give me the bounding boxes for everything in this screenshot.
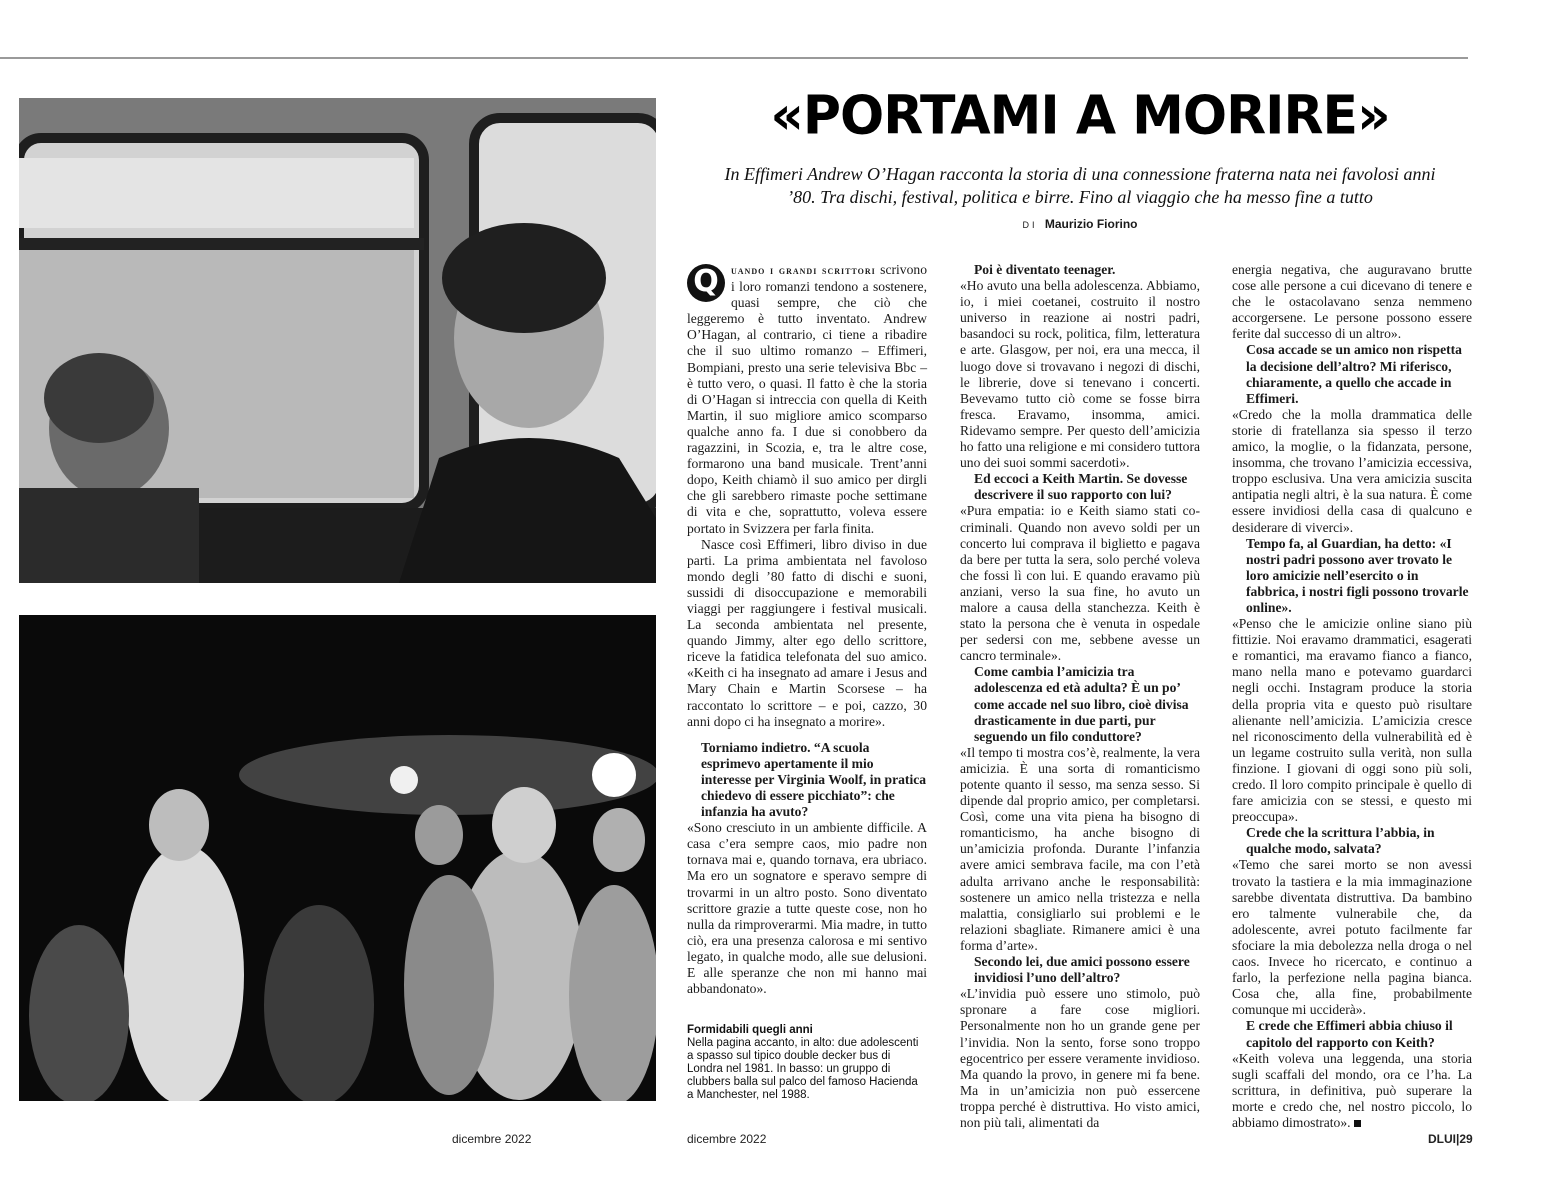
text-column-1 [687, 262, 927, 997]
folio-mid: dicembre 2022 [687, 1132, 767, 1146]
caption-text: Nella pagina accanto, in alto: due adolescenti a spasso sul tipico double decker bus di Londra nel 1981. In basso: un gruppo di clubbers balla sul palco del famoso Hacienda a Manchester, nel 1988. [687, 1037, 919, 1101]
byline-prefix: DI [1022, 220, 1038, 230]
folio-left: dicembre 2022 [452, 1132, 532, 1146]
interview-answer: «Credo che la molla drammatica delle storie di fratellanza sia spesso il terzo amico, la moglie, o la fidanzata, persone, insomma, che trovano l’amicizia eccessiva, troppo esclusiva. Una vera amicizia suscita antipatia negli altri, è la sua natura. È come essere invidiosi della casa di qualcuno e desiderare di viverci». [1232, 406, 1472, 535]
interview-question: Secondo lei, due amici possono essere invidiosi l’uno dell’altro? [974, 954, 1190, 986]
text-column-2 [960, 262, 1200, 1131]
interview-question: Tempo fa, al Guardian, ha detto: «I nostri padri possono aver trovato le loro amicizie nell’esercito o in fabbrica, i nostri figli possono trovarle online». [1246, 535, 1469, 615]
article-headline: «PORTAMI A MORIRE» [770, 85, 1390, 147]
interview-answer: «Temo che sarei morto se non avessi trovato la tastiera e la mia immaginazione sarebbe diventata distruttiva. Da bambino ero talmente vulnerabile che, da adolescente, avrei potuto facilmente far sfociare la mia debolezza nella droga o nel caos. Invece ho ricercato, e continuo a farlo, la perfezione nella pagina bianca. Cosa che, alla fine, probabilmente comunque mi ucciderà». [1232, 857, 1472, 1018]
lead-small-caps: uando i grandi scrittori [731, 265, 876, 277]
interview-question: Crede che la scrittura l’abbia, in qualche modo, salvata? [1246, 825, 1435, 857]
interview-answer: «Il tempo ti mostra cos’è, realmente, la vera amicizia. È una sorta di romanticismo potente quanto il sesso, ma senza sesso. Si dipende dal proprio amico, per completarsi. Così, come una vita piena ha bisogno di romanticismo, ha anche bisogno di un’amicizia profonda. Durante l’infanzia avere amici sembrava facile, ma con l’età adulta arrivano anche le responsabilità: sostenere un amico nella tristezza e nella malattia, consigliarlo sui problemi e le relazioni sbagliate. Rimanere amici è una forma d’arte». [960, 744, 1200, 953]
interview-answer [1232, 1051, 1472, 1131]
paragraph: Nasce così Effimeri, libro diviso in due parti. La prima ambientata nel favoloso mondo degli ’80 fatto di dischi e suoni, sussidi di disoccupazione e memorabili viaggi per raggiungere i festival musicali. La seconda ambientata nel presente, quando Jimmy, alter ego dello scrittore, riceve la fatidica telefonata del suo amico. «Keith ci ha insegnato ad amare i Jesus and Mary Chain e Martin Scorsese – ha raccontato lo scrittore – e poi, cazzo, 30 anni dopo ci ha insegnato a morire». [687, 536, 927, 729]
top-rule [0, 57, 1468, 59]
lead-paragraph [687, 262, 927, 537]
interview-answer: «Penso che le amicizie online siano più fittizie. Noi eravamo drammatici, esagerati e romantici, ma eravamo fianco a fianco, mano nella mano e potevamo guardarci negli occhi. Instagram produce la storia della propria vita e questo può risultare alienante nell’amicizia. L’amicizia cresce nel riconoscimento della vulnerabilità ed è un legame costruito sulla verità, non sulla finzione. I giovani di oggi sono più soli, credo. Il loro compito principale è quello di fare amicizia con se stessi, e questo mi preoccupa». [1232, 616, 1472, 825]
bus-photo-illustration [19, 98, 656, 583]
interview-question: Torniamo indietro. “A scuola esprimevo apertamente il mio interesse per Virginia Woolf, in pratica chiedevo di essere picchiato”: che infanzia ha avuto? [701, 739, 927, 820]
byline [700, 217, 1460, 231]
interview-answer: «Ho avuto una bella adolescenza. Abbiamo, io, i miei coetanei, costruito il nostro universo in reazione ai nostri padri, basandoci su rock, politica, film, letteratura e arte. Glasgow, per noi, era una mecca, il luogo dove si trovavano i negozi di dischi, le librerie, dove si tenevano i concerti. Bevevamo tutto ciò come se fosse birra fresca. Eravamo, insomma, amici. Ridevamo sempre. Per questo dell’amicizia ho fatto una religione e mi considero tuttora uno dei suoi sommi sacerdoti». [960, 278, 1200, 471]
interview-answer: «Sono cresciuto in un ambiente difficile. A casa c’era sempre caos, mio padre non tornava mai e, quando tornava, era ubriaco. Ma ero un sognatore e speravo sempre di trovarmi in un altro posto. Sono diventato scrittore grazie a tutte queste cose, non ho nulla da rimproverarmi. Mia madre, in tutto ciò, era una presenza calorosa e mi sentivo legato, in qualche modo, alle sue delusioni. E alle speranze che non mi hanno mai abbandonato». [687, 820, 927, 997]
paragraph: scrivono i loro romanzi tendono a sostenere, quasi sempre, che ciò che leggeremo è tutto inventato. Andrew O’Hagan, al contrario, ci tiene a ribadire che il suo ultimo romanzo – Effimeri, Bompiani, presto una serie televisiva Bbc – è tutto vero, o quasi. Il fatto è che la storia di O’Hagan si intreccia con quella di Keith Martin, il suo migliore amico scomparso qualche anno fa. I due si conobbero da ragazzini, in Scozia, e, tra le altre cose, formarono una band musicale. Trent’anni dopo, Keith chiamò il suo amico per dirgli che gli sarebbero rimaste poche settimane di vita e che, soprattutto, voleva essere portato in Svizzera per farla finita. [687, 262, 927, 536]
interview-question: Come cambia l’amicizia tra adolescenza ed età adulta? È un po’ come accade nel suo libro, cioè divisa drasticamente in due parti, pur seguendo un filo conduttore? [974, 664, 1189, 744]
caption-title: Formidabili quegli anni [687, 1024, 813, 1036]
interview-question: E crede che Effimeri abbia chiuso il capitolo del rapporto con Keith? [1246, 1018, 1453, 1050]
final-answer-text: «Keith voleva una leggenda, una storia sugli scaffali del mondo, ora ce l’ha. La scrittura, in definitiva, può superare la morte e credo che, nel nostro piccolo, lo abbiamo dimostrato». [1232, 1050, 1472, 1130]
byline-author: Maurizio Fiorino [1044, 217, 1138, 231]
interview-question: Poi è diventato teenager. [974, 262, 1116, 277]
interview-question: Cosa accade se un amico non rispetta la decisione dell’altro? Mi riferisco, chiaramente, a quello che accade in Effimeri. [1246, 342, 1462, 406]
end-of-article-mark [1354, 1120, 1361, 1127]
bus-photo [19, 98, 656, 583]
interview-question: Ed eccoci a Keith Martin. Se dovesse descrivere il suo rapporto con lui? [974, 471, 1188, 503]
photo-caption [687, 1024, 927, 1102]
interview-answer: energia negativa, che auguravano brutte cose alle persone a cui dicevano di tenere e che le ostacolavano senza nemmeno accorgersene. Le persone possono essere ferite dal successo di un altro». [1232, 262, 1472, 342]
club-photo [19, 615, 656, 1101]
interview-answer: «L’invidia può essere uno stimolo, può spronare a fare cose migliori. Personalmente non ho un grande gene per l’invidia. Non la sento, forse sono troppo egocentrico per essere veramente invidioso. Ma quando la provo, in genere mi fa bene. Ma in un’amicizia non può essercene troppa perché è distruttiva. Ho visto amici, non più tali, alimentati da [960, 986, 1200, 1130]
folio-right: DLUI|29 [1428, 1132, 1473, 1146]
drop-cap: Q [687, 264, 725, 302]
text-column-3 [1232, 262, 1472, 1131]
interview-answer: «Pura empatia: io e Keith siamo stati co-criminali. Quando non avevo soldi per un concerto lui comprava il biglietto e pagava da bere per tutta la sera, solo perché voleva che fossi lì con lui. E quando eravamo più anziani, verso la sua fine, ho avuto un malore a causa della stanchezza. Keith è stato la persona che è venuta in ospedale per sedersi con me, sebbene avesse un cancro terminale». [960, 503, 1200, 664]
club-photo-illustration [19, 615, 656, 1101]
article-standfirst: In Effimeri Andrew O’Hagan racconta la storia di una connessione fraterna nata nei favolosi anni ’80. Tra dischi, festival, politica e birre. Fino al viaggio che ha messo fine a tutto [724, 164, 1436, 207]
